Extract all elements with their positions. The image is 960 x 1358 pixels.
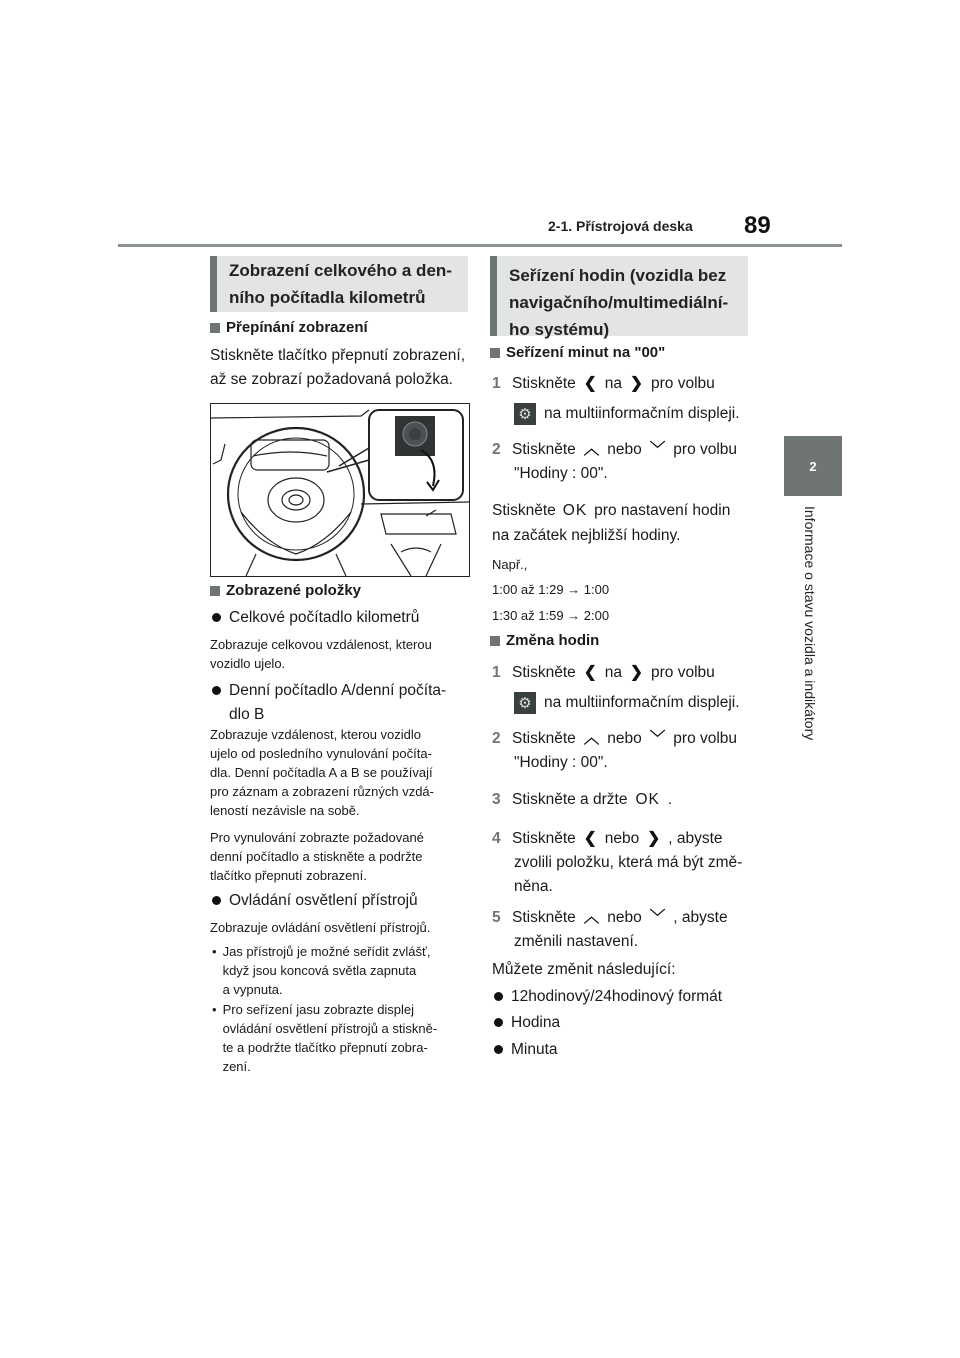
minutes-step-2 <box>492 438 737 462</box>
item-trip-meter-title-line1: Denní počítadlo A/denní počíta- <box>229 682 447 699</box>
step-text: na multiinformačním displeji. <box>544 405 740 422</box>
header-divider <box>118 244 842 247</box>
lighting-note-2 <box>212 1000 437 1076</box>
desc-line: Pro vynulování zobrazte požadované <box>210 830 424 845</box>
dashboard-illustration <box>210 403 470 577</box>
step-number: 2 <box>492 730 501 747</box>
item-total-odometer-desc <box>210 635 432 673</box>
step-text: Stiskněte <box>512 830 576 847</box>
switch-display-heading-text: Přepínání zobrazení <box>226 319 368 336</box>
chevron-down-icon: ﹀ <box>649 730 666 747</box>
bullet-dot-icon <box>212 613 221 622</box>
clock-section-title-line: ho systému) <box>509 320 610 339</box>
ok-instruction <box>492 499 730 523</box>
gear-icon: ⚙ <box>514 403 536 425</box>
chevron-down-icon: ﹀ <box>649 441 666 458</box>
switch-display-text <box>210 344 472 392</box>
step-text: nebo <box>607 730 642 747</box>
desc-line: Zobrazuje vzdálenost, kterou vozidlo <box>210 727 422 742</box>
item-instrument-lighting <box>212 889 418 913</box>
step-text: nebo <box>607 441 642 458</box>
step-text: Stiskněte <box>512 909 576 926</box>
desc-line: dla. Denní počítadla A a B se používají <box>210 765 433 780</box>
odometer-section-title-line2: ního počítadla kilometrů <box>229 288 426 307</box>
change-step-5-cont: změnili nastavení. <box>514 933 639 950</box>
clock-section-title-line: Seřízení hodin (vozidla bez <box>509 266 727 285</box>
ok-instruction-line2: na začátek nejbližší hodiny. <box>492 527 681 544</box>
example-label: Např., <box>492 557 528 572</box>
step-text: . <box>667 791 673 808</box>
step-number: 1 <box>492 664 501 681</box>
clock-section-title <box>490 256 748 339</box>
chapter-side-title: Informace o stavu vozidla a indikátory <box>802 506 818 741</box>
chevron-left-icon: ❮ <box>583 664 597 681</box>
desc-line: pro záznam a zobrazení různých vzdá- <box>210 784 434 799</box>
bullet-dot-icon <box>212 896 221 905</box>
desc-line: tlačítko přepnutí zobrazení. <box>210 868 367 883</box>
square-bullet-icon <box>210 586 220 596</box>
change-step-2 <box>492 727 737 751</box>
lighting-note-1 <box>212 942 430 999</box>
note-line: ovládání osvětlení přístrojů a stiskně- <box>222 1021 438 1036</box>
chevron-right-icon: ❯ <box>647 830 661 847</box>
step-number: 5 <box>492 909 501 926</box>
step-text: na multiinformačním displeji. <box>544 694 740 711</box>
change-clock-heading <box>490 632 599 649</box>
step-text: nebo <box>607 909 642 926</box>
switch-display-line2: až se zobrazí požadovaná položka. <box>210 371 453 388</box>
example-1: 1:00 až 1:29 → 1:00 <box>492 582 610 597</box>
step-text: , abyste <box>668 830 723 847</box>
change-step-4-cont <box>514 851 742 899</box>
square-bullet-icon <box>490 636 500 646</box>
option-text: 12hodinový/24hodinový formát <box>511 988 723 1005</box>
option-minute <box>494 1038 558 1062</box>
displayed-items-heading <box>210 582 361 599</box>
change-step-5 <box>492 906 728 930</box>
chevron-up-icon: ︿ <box>583 730 600 747</box>
step-text: pro volbu <box>673 730 738 747</box>
step-text: nebo <box>604 830 640 847</box>
small-bullet-icon: • <box>212 944 217 959</box>
chevron-down-icon: ﹀ <box>649 909 666 926</box>
item-total-odometer <box>212 606 419 630</box>
change-step-1 <box>492 661 715 685</box>
square-bullet-icon <box>490 348 500 358</box>
change-step-4 <box>492 827 723 851</box>
step-text: Stiskněte a držte <box>512 791 628 808</box>
minutes-heading <box>490 344 665 361</box>
desc-line: leností nezávisle na sobě. <box>210 803 360 818</box>
chevron-right-icon: ❯ <box>630 375 644 392</box>
item-instrument-lighting-desc: Zobrazuje ovládání osvětlení přístrojů. <box>210 920 431 935</box>
step-number: 4 <box>492 830 501 847</box>
chevron-left-icon: ❮ <box>583 830 597 847</box>
step-number: 3 <box>492 791 501 808</box>
note-line: když jsou koncová světla zapnuta <box>222 963 417 978</box>
displayed-items-heading-text: Zobrazené položky <box>226 582 362 599</box>
chevron-right-icon: ❯ <box>630 664 644 681</box>
desc-line: Zobrazuje celkovou vzdálenost, kterou <box>210 637 432 652</box>
switch-display-line1: Stiskněte tlačítko přepnutí zobrazení, <box>210 347 466 364</box>
change-clock-heading-text: Změna hodin <box>506 632 600 649</box>
note-line: zení. <box>222 1059 251 1074</box>
example-2: 1:30 až 1:59 → 2:00 <box>492 608 610 623</box>
step-text: Stiskněte <box>512 441 576 458</box>
odometer-section-title <box>210 256 468 312</box>
step-text: , abyste <box>673 909 728 926</box>
step-number: 1 <box>492 375 501 392</box>
desc-line: denní počítadlo a stiskněte a podržte <box>210 849 423 864</box>
step-text: Stiskněte <box>512 375 576 392</box>
bullet-dot-icon <box>494 992 503 1001</box>
note-line: a vypnuta. <box>222 982 283 997</box>
option-text: Hodina <box>511 1014 561 1031</box>
clock-section-title-line: navigačního/multimediální- <box>509 293 729 312</box>
ok-instruction-text: pro nastavení hodin <box>594 502 731 519</box>
note-line: Jas přístrojů je možné seřídit zvlášť, <box>222 944 431 959</box>
step-text: něna. <box>514 878 553 895</box>
option-text: Minuta <box>511 1041 558 1058</box>
desc-line: ujelo od posledního vynulování počíta- <box>210 746 432 761</box>
minutes-step-1 <box>492 372 715 396</box>
note-line: Pro seřízení jasu zobrazte displej <box>222 1002 415 1017</box>
chapter-tab[interactable] <box>784 436 842 496</box>
ok-instruction-text: Stiskněte <box>492 502 556 519</box>
minutes-step-2-cont: "Hodiny : 00". <box>514 465 608 482</box>
small-bullet-icon: • <box>212 1002 217 1017</box>
step-text: Stiskněte <box>512 730 576 747</box>
page-number: 89 <box>744 212 771 239</box>
change-step-2-cont: "Hodiny : 00". <box>514 754 608 771</box>
ok-button-label: OK <box>635 791 660 808</box>
change-step-3 <box>492 788 672 812</box>
item-total-odometer-title: Celkové počítadlo kilometrů <box>229 609 420 626</box>
bullet-dot-icon <box>494 1018 503 1027</box>
step-text: na <box>604 664 623 681</box>
square-bullet-icon <box>210 323 220 333</box>
desc-line: vozidlo ujelo. <box>210 656 286 671</box>
header-section-title: 2-1. Přístrojová deska <box>548 218 693 234</box>
can-change-text: Můžete změnit následující: <box>492 961 676 978</box>
step-text: pro volbu <box>673 441 738 458</box>
step-text: na <box>604 375 623 392</box>
bullet-dot-icon <box>212 686 221 695</box>
step-number: 2 <box>492 441 501 458</box>
odometer-section-title-line1: Zobrazení celkového a den- <box>229 261 452 280</box>
minutes-step-1-cont <box>514 402 740 426</box>
note-line: te a podržte tlačítko přepnutí zobra- <box>222 1040 428 1055</box>
bullet-dot-icon <box>494 1045 503 1054</box>
chevron-left-icon: ❮ <box>583 375 597 392</box>
chapter-tab-number: 2 <box>809 458 817 474</box>
step-text: pro volbu <box>651 664 715 681</box>
switch-display-heading <box>210 319 368 336</box>
dashboard-illustration-svg <box>211 404 469 576</box>
chevron-up-icon: ︿ <box>583 441 600 458</box>
option-hour <box>494 1011 560 1035</box>
step-text: zvolili položku, která má být změ- <box>514 854 743 871</box>
item-instrument-lighting-title: Ovládání osvětlení přístrojů <box>229 892 418 909</box>
ok-button-label: OK <box>562 502 588 519</box>
gear-icon: ⚙ <box>514 692 536 714</box>
item-trip-meter <box>212 679 446 727</box>
chevron-up-icon: ︿ <box>583 909 600 926</box>
step-text: pro volbu <box>651 375 715 392</box>
step-text: Stiskněte <box>512 664 576 681</box>
item-trip-meter-desc <box>210 725 434 820</box>
option-format <box>494 985 722 1009</box>
change-step-1-cont <box>514 691 740 715</box>
item-trip-meter-reset <box>210 828 424 885</box>
item-trip-meter-title-line2: dlo B <box>229 706 265 723</box>
minutes-heading-text: Seřízení minut na "00" <box>506 344 666 361</box>
